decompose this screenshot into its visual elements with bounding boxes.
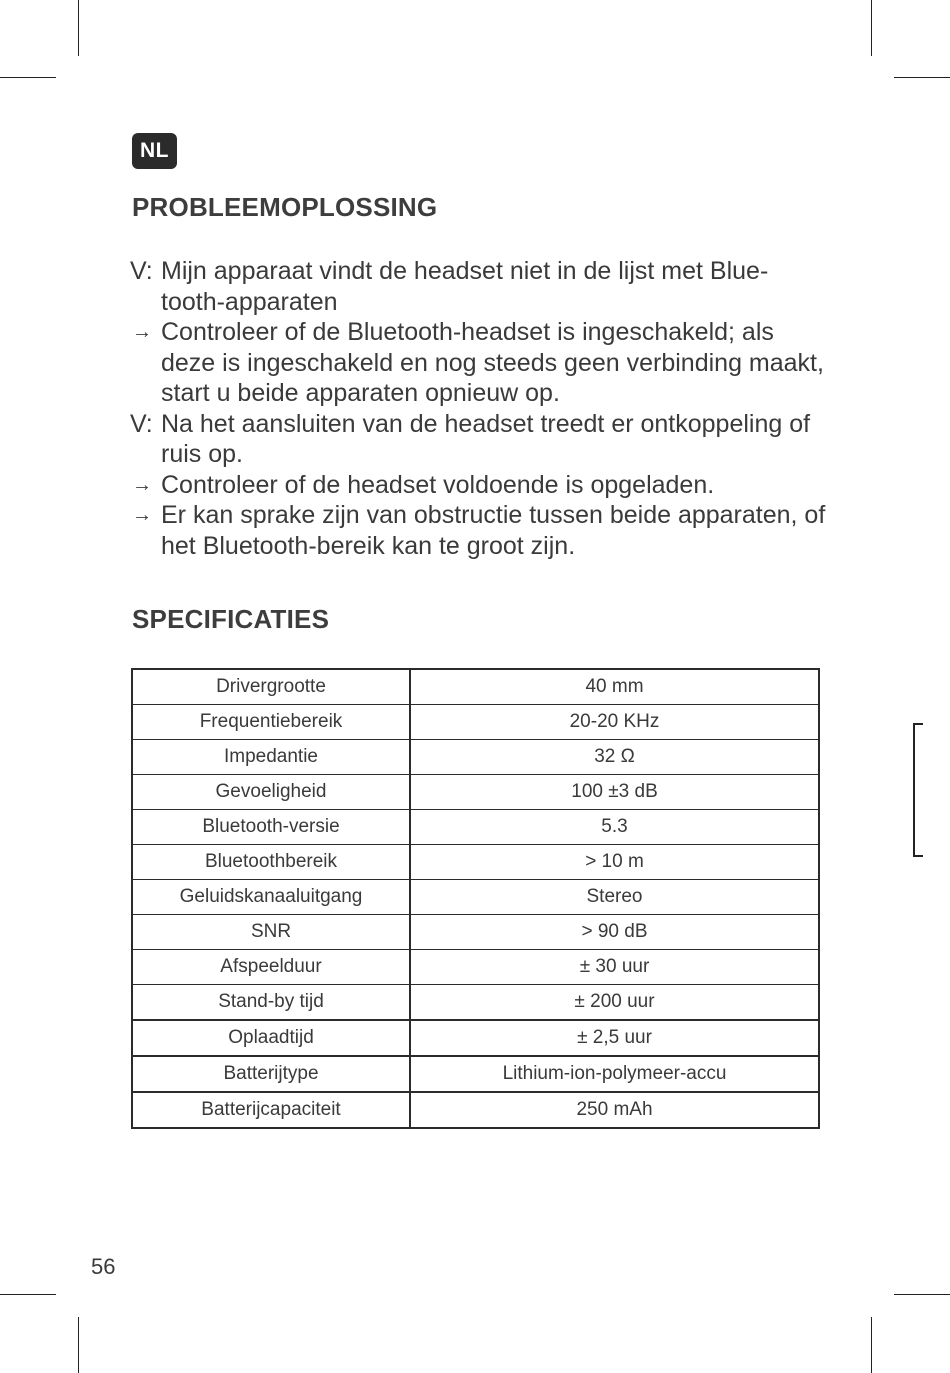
spec-label: Stand-by tijd [132, 985, 410, 1021]
table-row [132, 740, 819, 775]
specifications-table [131, 668, 820, 1129]
table-row [132, 669, 819, 705]
table-row [132, 1056, 819, 1092]
crop-mark [894, 1294, 950, 1295]
table-row [132, 810, 819, 845]
spec-label: Gevoeligheid [132, 775, 410, 810]
spec-value: > 10 m [410, 845, 819, 880]
spec-label: SNR [132, 915, 410, 950]
troubleshooting-list [130, 256, 830, 561]
answer-text: Controleer of de Bluetooth-headset is ingeschakeld; als deze is ingeschakeld en nog steeds geen verbinding maakt, start u beide apparaten opnieuw op. [161, 318, 824, 407]
specifications-title: SPECIFICATIES [132, 604, 330, 634]
spec-value: 40 mm [410, 669, 819, 705]
question-text-content: Mijn apparaat vindt de headset niet in de lijst met Blue-tooth-apparaten [161, 257, 769, 316]
page-number: 56 [91, 1254, 116, 1279]
spec-label: Batterijcapaciteit [132, 1092, 410, 1128]
question-text [161, 257, 768, 316]
crop-mark [871, 1317, 872, 1373]
answer-text: Controleer of de headset voldoende is opgeladen. [161, 470, 715, 499]
arrow-icon: → [132, 473, 152, 496]
spec-value: 20-20 KHz [410, 705, 819, 740]
question-text: Na het aansluiten van de headset treedt er ontkoppeling of ruis op. [161, 409, 811, 468]
answer-entry [130, 500, 830, 561]
table-row [132, 1092, 819, 1128]
spec-value: > 90 dB [410, 915, 819, 950]
spec-label: Drivergrootte [132, 669, 410, 705]
spec-label: Frequentiebereik [132, 705, 410, 740]
spec-label: Geluidskanaaluitgang [132, 880, 410, 915]
language-badge: NL [132, 133, 177, 169]
answer-entry [130, 317, 830, 409]
spec-label: Afspeelduur [132, 950, 410, 985]
spec-value: 100 ±3 dB [410, 775, 819, 810]
question-entry [130, 256, 830, 317]
question-marker: V: [130, 257, 153, 285]
table-row [132, 845, 819, 880]
crop-mark [78, 0, 79, 56]
crop-mark [0, 77, 56, 78]
spec-value: ± 200 uur [410, 985, 819, 1021]
troubleshooting-title: PROBLEEMOPLOSSING [132, 192, 438, 222]
spec-label: Bluetooth-versie [132, 810, 410, 845]
spec-label: Impedantie [132, 740, 410, 775]
crop-mark [0, 1294, 56, 1295]
arrow-icon: → [132, 504, 152, 526]
spec-label: Bluetoothbereik [132, 845, 410, 880]
spec-label: Batterijtype [132, 1056, 410, 1092]
table-row [132, 775, 819, 810]
table-row [132, 915, 819, 950]
table-row [132, 950, 819, 985]
section-tab-marker [913, 723, 923, 857]
spec-value: 5.3 [410, 810, 819, 845]
crop-mark [894, 77, 950, 78]
spec-value: 250 mAh [410, 1092, 819, 1128]
question-entry [130, 409, 830, 470]
answer-entry [130, 470, 830, 501]
table-row [132, 705, 819, 740]
spec-value: ± 2,5 uur [410, 1020, 819, 1056]
table-row [132, 1020, 819, 1056]
question-marker: V: [130, 409, 153, 438]
answer-text: Er kan sprake zijn van obstructie tussen beide apparaten, of het Bluetooth-bereik kan te groot zijn. [161, 501, 826, 560]
arrow-icon: → [132, 321, 152, 343]
spec-value: 32 Ω [410, 740, 819, 775]
table-row [132, 880, 819, 915]
spec-label: Oplaadtijd [132, 1020, 410, 1056]
crop-mark [78, 1317, 79, 1373]
spec-value: Stereo [410, 880, 819, 915]
spec-value: ± 30 uur [410, 950, 819, 985]
table-row [132, 985, 819, 1021]
crop-mark [871, 0, 872, 56]
spec-value: Lithium-ion-polymeer-accu [410, 1056, 819, 1092]
